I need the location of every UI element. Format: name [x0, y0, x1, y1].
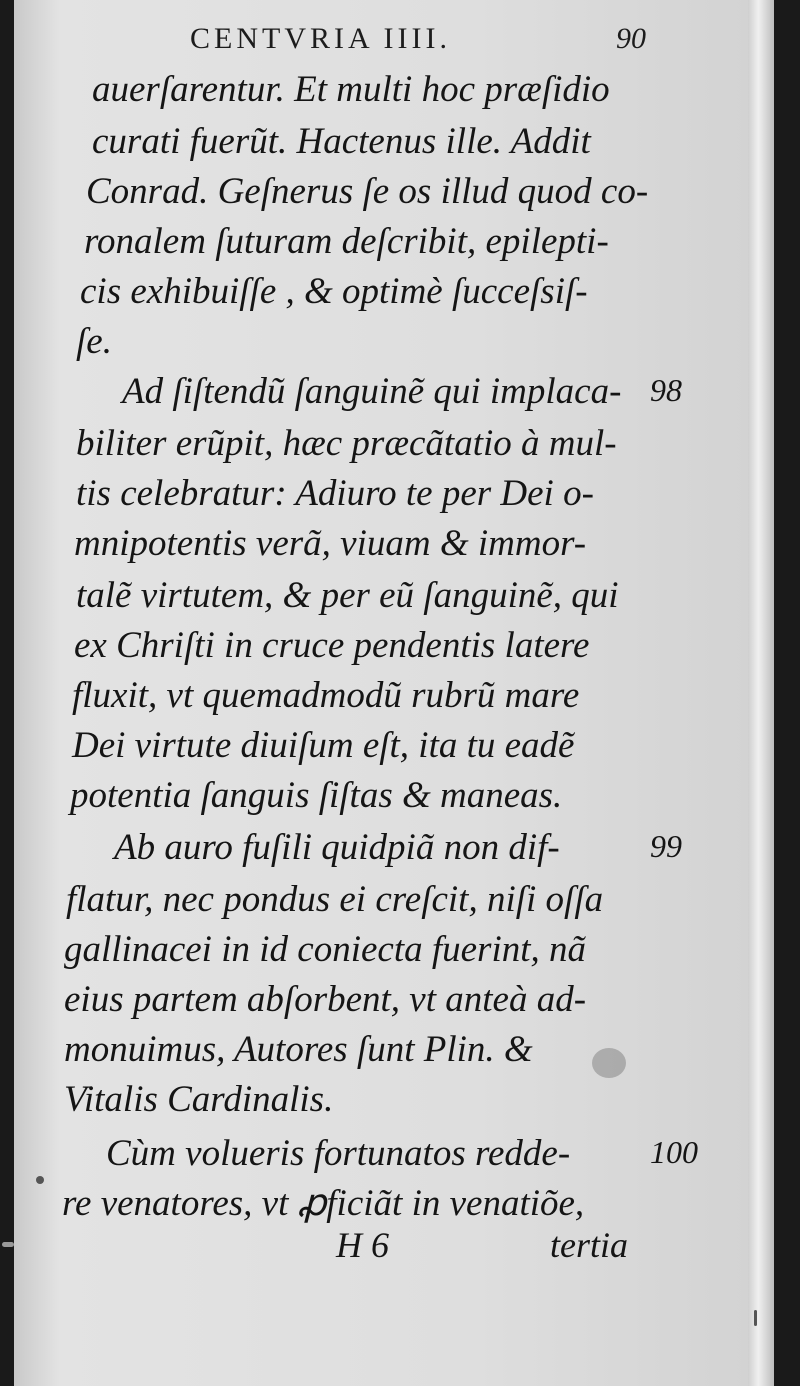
text-line: potentia ſanguis ſiſtas & maneas.	[70, 775, 563, 816]
text-line: Vitalis Cardinalis.	[64, 1079, 334, 1120]
speck	[36, 1176, 44, 1184]
page-footer	[14, 1224, 774, 1272]
running-title: CENTVRIA IIII.	[190, 22, 451, 55]
margin-number: 99	[650, 828, 682, 864]
text-line: Ad ſiſtendũ ſanguinẽ qui implaca-	[122, 371, 622, 412]
margin-number: 100	[650, 1134, 698, 1170]
text-line: curati fuerũt. Hactenus ille. Addit	[92, 121, 591, 162]
catchword: tertia	[550, 1225, 628, 1265]
text-line: auerſarentur. Et multi hoc præſidio	[92, 69, 610, 110]
text-line: Ab auro fuſili quidpiã non dif-	[114, 827, 560, 868]
text-line: Cùm volueris fortunatos redde-	[106, 1133, 571, 1174]
text-line: re venatores, vt ꝓficiãt in venatiõe,	[62, 1183, 585, 1224]
text-line: tis celebratur: Adiuro te per Dei o-	[76, 473, 594, 514]
text-line: gallinacei in id coniecta fuerint, nã	[64, 929, 587, 970]
text-line: ronalem ſuturam deſcribit, epilepti-	[84, 221, 609, 262]
text-line: fluxit, vt quemadmodũ rubrũ mare	[72, 675, 580, 716]
text-line: ex Chriſti in cruce pendentis latere	[74, 625, 590, 666]
text-line: Conrad. Geſnerus ſe os illud quod co-	[86, 171, 649, 212]
text-line: monuimus, Autores ſunt Plin. &	[64, 1029, 533, 1070]
margin-number: 98	[650, 372, 682, 408]
speck	[2, 1242, 14, 1247]
speck	[754, 1310, 757, 1326]
page-number: 90	[616, 22, 646, 55]
running-head	[14, 22, 774, 62]
text-line: cis exhibuiſſe , & optimè ſucceſsiſ-	[80, 271, 588, 312]
text-line: biliter erũpit, hæc præcãtatio à mul-	[76, 423, 617, 464]
text-line: ſe.	[76, 321, 112, 362]
book-page	[14, 0, 774, 1386]
text-line: mnipotentis verã, viuam & immor-	[74, 523, 587, 564]
text-line: flatur, nec pondus ei creſcit, niſi oſſa	[66, 879, 604, 920]
text-line: talẽ virtutem, & per eũ ſanguinẽ, qui	[76, 575, 619, 616]
signature-mark: H 6	[336, 1225, 389, 1265]
page-edge	[748, 0, 774, 1386]
text-line: Dei virtute diuiſum eſt, ita tu eadẽ	[72, 725, 575, 766]
ink-stain	[592, 1048, 626, 1078]
text-line: eius partem abſorbent, vt anteà ad-	[64, 979, 587, 1020]
